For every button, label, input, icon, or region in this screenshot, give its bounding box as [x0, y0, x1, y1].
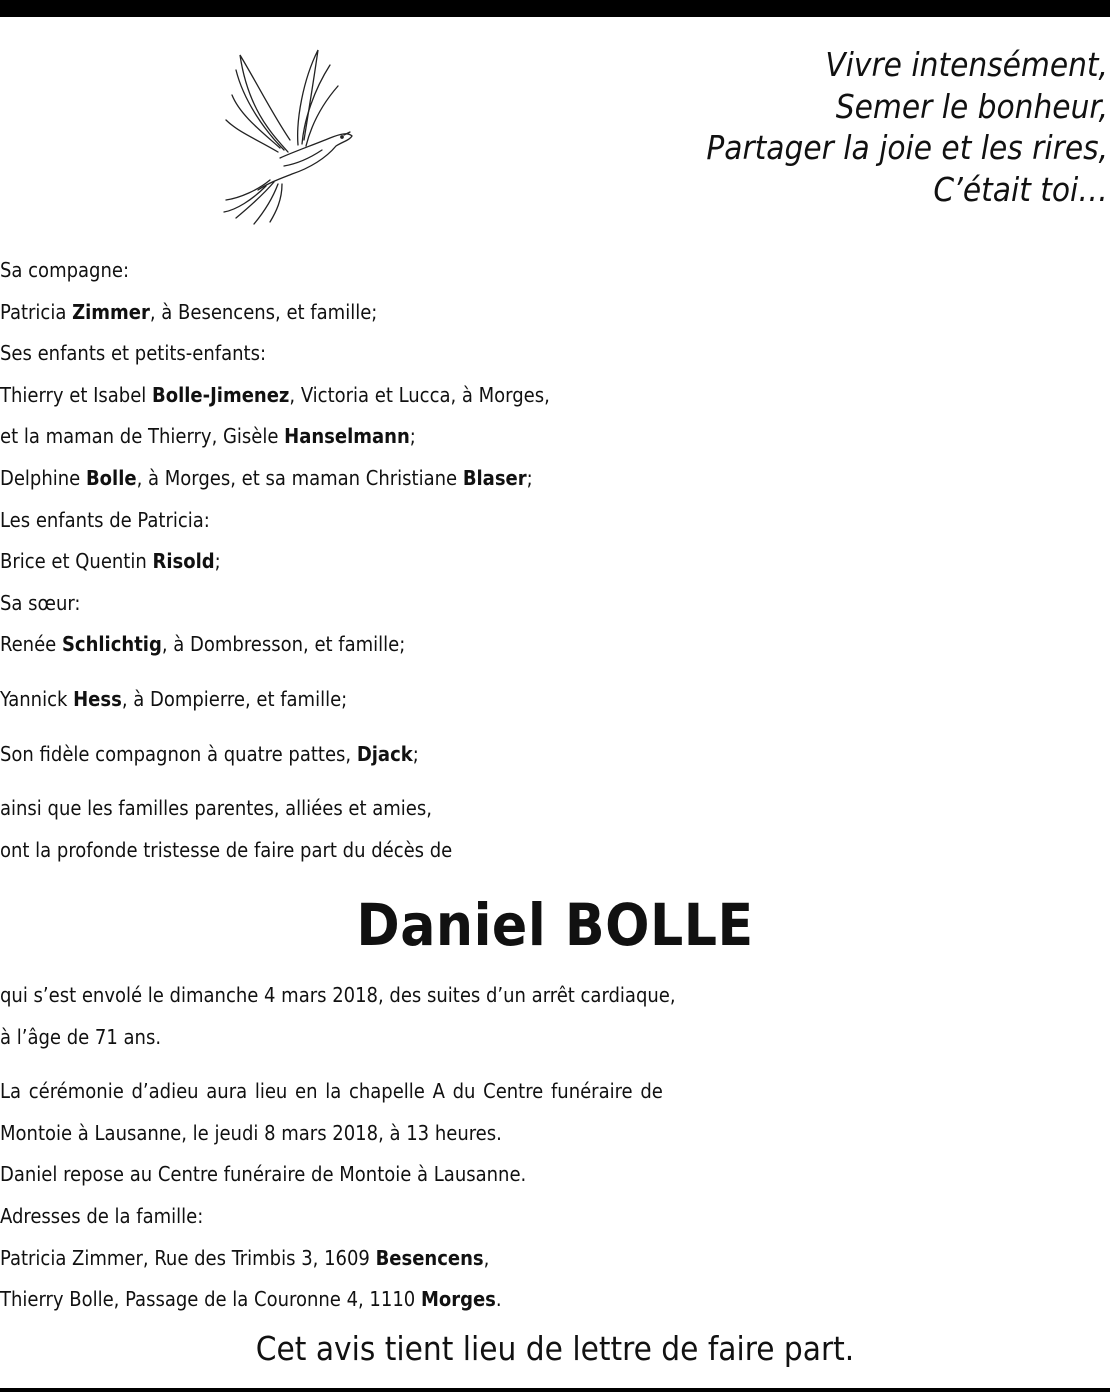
family-line: Renée Schlichtig, à Dombresson, et famille; [0, 632, 406, 657]
top-rule [0, 0, 1110, 17]
family-list [0, 250, 1110, 871]
family-line: et la maman de Thierry, Gisèle Hanselmann; [0, 424, 416, 449]
dove-icon [218, 40, 358, 225]
quote-line: C’était toi… [933, 169, 1108, 209]
family-line: ont la profonde tristesse de faire part du décès de [0, 837, 453, 862]
ceremony-line: Montoie à Lausanne, le jeudi 8 mars 2018, à 13 heures. [0, 1120, 502, 1145]
family-line: Ses enfants et petits-enfants: [0, 341, 267, 366]
family-line: ainsi que les familles parentes, alliées et amies, [0, 796, 432, 821]
family-line: Patricia Zimmer, à Besencens, et famille; [0, 299, 378, 324]
family-line: Les enfants de Patricia: [0, 507, 210, 532]
closing-note: Cet avis tient lieu de lettre de faire part. [255, 1329, 855, 1368]
addresses-title: Adresses de la famille: [0, 1203, 204, 1228]
bottom-rule [0, 1388, 1110, 1392]
repose-line: Daniel repose au Centre funéraire de Montoie à Lausanne. [0, 1162, 527, 1187]
notice-details [0, 975, 1110, 1321]
quote-line: Vivre intensément, [825, 45, 1108, 84]
family-line: Son fidèle compagnon à quatre pattes, Djack; [0, 741, 419, 766]
epigraph-quote [706, 44, 1108, 210]
death-line: qui s’est envolé le dimanche 4 mars 2018, des suites d’un arrêt cardiaque, [0, 983, 676, 1007]
quote-line: Semer le bonheur, [835, 86, 1108, 126]
address-line: Patricia Zimmer, Rue des Trimbis 3, 1609 Besencens, [0, 1245, 490, 1270]
quote-line: Partager la joie et les rires, [706, 128, 1108, 167]
deceased-name: Daniel BOLLE [356, 891, 754, 959]
family-line: Delphine Bolle, à Morges, et sa maman Christiane Blaser; [0, 465, 533, 490]
ceremony-line: La cérémonie d’adieu aura lieu en la chapelle A du Centre funéraire de [0, 1079, 663, 1104]
family-line: Yannick Hess, à Dompierre, et famille; [0, 686, 348, 711]
family-line: Sa compagne: [0, 258, 130, 282]
address-line: Thierry Bolle, Passage de la Couronne 4, 1110 Morges. [0, 1287, 502, 1312]
family-line: Sa sœur: [0, 590, 81, 615]
family-line: Brice et Quentin Risold; [0, 549, 221, 574]
family-line: Thierry et Isabel Bolle-Jimenez, Victoria et Lucca, à Morges, [0, 382, 550, 407]
death-line: à l’âge de 71 ans. [0, 1024, 162, 1049]
